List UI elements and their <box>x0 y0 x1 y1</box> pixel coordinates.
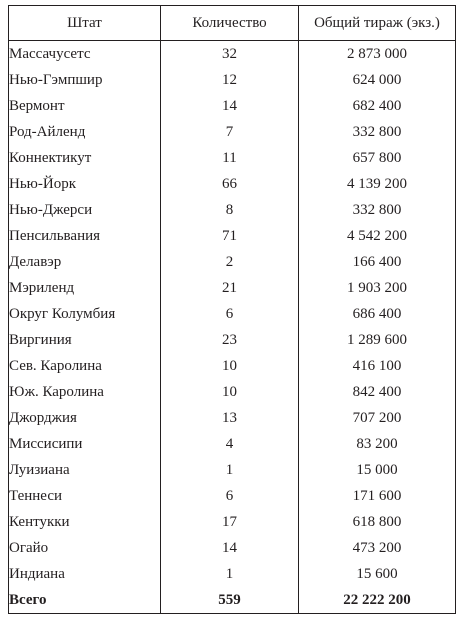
cell-state: Индиана <box>9 561 161 587</box>
cell-count: 14 <box>161 93 299 119</box>
table-row <box>9 327 456 353</box>
cell-circulation: 657 800 <box>299 145 456 171</box>
total-circulation: 22 222 200 <box>299 587 456 614</box>
cell-circulation: 682 400 <box>299 93 456 119</box>
total-row <box>9 587 456 614</box>
cell-count: 10 <box>161 353 299 379</box>
cell-circulation: 1 903 200 <box>299 275 456 301</box>
cell-state: Нью-Йорк <box>9 171 161 197</box>
table-row <box>9 561 456 587</box>
cell-state: Пенсильвания <box>9 223 161 249</box>
cell-circulation: 473 200 <box>299 535 456 561</box>
cell-state: Виргиния <box>9 327 161 353</box>
cell-circulation: 686 400 <box>299 301 456 327</box>
cell-state: Делавэр <box>9 249 161 275</box>
cell-circulation: 15 600 <box>299 561 456 587</box>
table-row <box>9 197 456 223</box>
cell-count: 13 <box>161 405 299 431</box>
cell-circulation: 618 800 <box>299 509 456 535</box>
cell-circulation: 707 200 <box>299 405 456 431</box>
table-row <box>9 535 456 561</box>
cell-count: 7 <box>161 119 299 145</box>
cell-count: 11 <box>161 145 299 171</box>
cell-circulation: 166 400 <box>299 249 456 275</box>
cell-circulation: 15 000 <box>299 457 456 483</box>
table-row <box>9 223 456 249</box>
cell-circulation: 332 800 <box>299 197 456 223</box>
cell-count: 14 <box>161 535 299 561</box>
cell-count: 1 <box>161 457 299 483</box>
cell-state: Теннеси <box>9 483 161 509</box>
cell-count: 12 <box>161 67 299 93</box>
cell-circulation: 624 000 <box>299 67 456 93</box>
cell-state: Вермонт <box>9 93 161 119</box>
cell-count: 32 <box>161 41 299 68</box>
cell-state: Кентукки <box>9 509 161 535</box>
newspapers-table <box>8 5 456 614</box>
table-row <box>9 119 456 145</box>
cell-state: Коннектикут <box>9 145 161 171</box>
cell-circulation: 2 873 000 <box>299 41 456 68</box>
cell-count: 23 <box>161 327 299 353</box>
cell-state: Массачусетс <box>9 41 161 68</box>
cell-count: 10 <box>161 379 299 405</box>
total-count: 559 <box>161 587 299 614</box>
cell-count: 2 <box>161 249 299 275</box>
cell-circulation: 4 542 200 <box>299 223 456 249</box>
cell-circulation: 1 289 600 <box>299 327 456 353</box>
cell-state: Луизиана <box>9 457 161 483</box>
cell-state: Мэриленд <box>9 275 161 301</box>
table-row <box>9 457 456 483</box>
table-row <box>9 171 456 197</box>
header-count: Количество <box>161 6 299 41</box>
cell-state: Юж. Каролина <box>9 379 161 405</box>
cell-state: Огайо <box>9 535 161 561</box>
table-row <box>9 353 456 379</box>
table-row <box>9 301 456 327</box>
table-row <box>9 41 456 68</box>
header-row <box>9 6 456 41</box>
cell-count: 1 <box>161 561 299 587</box>
cell-count: 71 <box>161 223 299 249</box>
cell-state: Нью-Джерси <box>9 197 161 223</box>
cell-state: Округ Колумбия <box>9 301 161 327</box>
table-row <box>9 379 456 405</box>
cell-count: 8 <box>161 197 299 223</box>
cell-circulation: 416 100 <box>299 353 456 379</box>
cell-state: Джорджия <box>9 405 161 431</box>
header-total-circulation: Общий тираж (экз.) <box>299 6 456 41</box>
table-row <box>9 431 456 457</box>
table-row <box>9 67 456 93</box>
table-header <box>9 6 456 41</box>
cell-state: Нью-Гэмпшир <box>9 67 161 93</box>
total-label: Всего <box>9 587 161 614</box>
cell-state: Сев. Каролина <box>9 353 161 379</box>
table-row <box>9 509 456 535</box>
cell-count: 6 <box>161 483 299 509</box>
cell-state: Миссисипи <box>9 431 161 457</box>
table-row <box>9 275 456 301</box>
cell-count: 21 <box>161 275 299 301</box>
header-state: Штат <box>9 6 161 41</box>
cell-count: 6 <box>161 301 299 327</box>
table-row <box>9 405 456 431</box>
table-row <box>9 483 456 509</box>
cell-circulation: 842 400 <box>299 379 456 405</box>
cell-count: 4 <box>161 431 299 457</box>
table-body <box>9 41 456 614</box>
table-row <box>9 145 456 171</box>
table-row <box>9 93 456 119</box>
cell-circulation: 83 200 <box>299 431 456 457</box>
cell-count: 66 <box>161 171 299 197</box>
cell-state: Род-Айленд <box>9 119 161 145</box>
cell-circulation: 171 600 <box>299 483 456 509</box>
cell-circulation: 4 139 200 <box>299 171 456 197</box>
table-row <box>9 249 456 275</box>
cell-count: 17 <box>161 509 299 535</box>
cell-circulation: 332 800 <box>299 119 456 145</box>
